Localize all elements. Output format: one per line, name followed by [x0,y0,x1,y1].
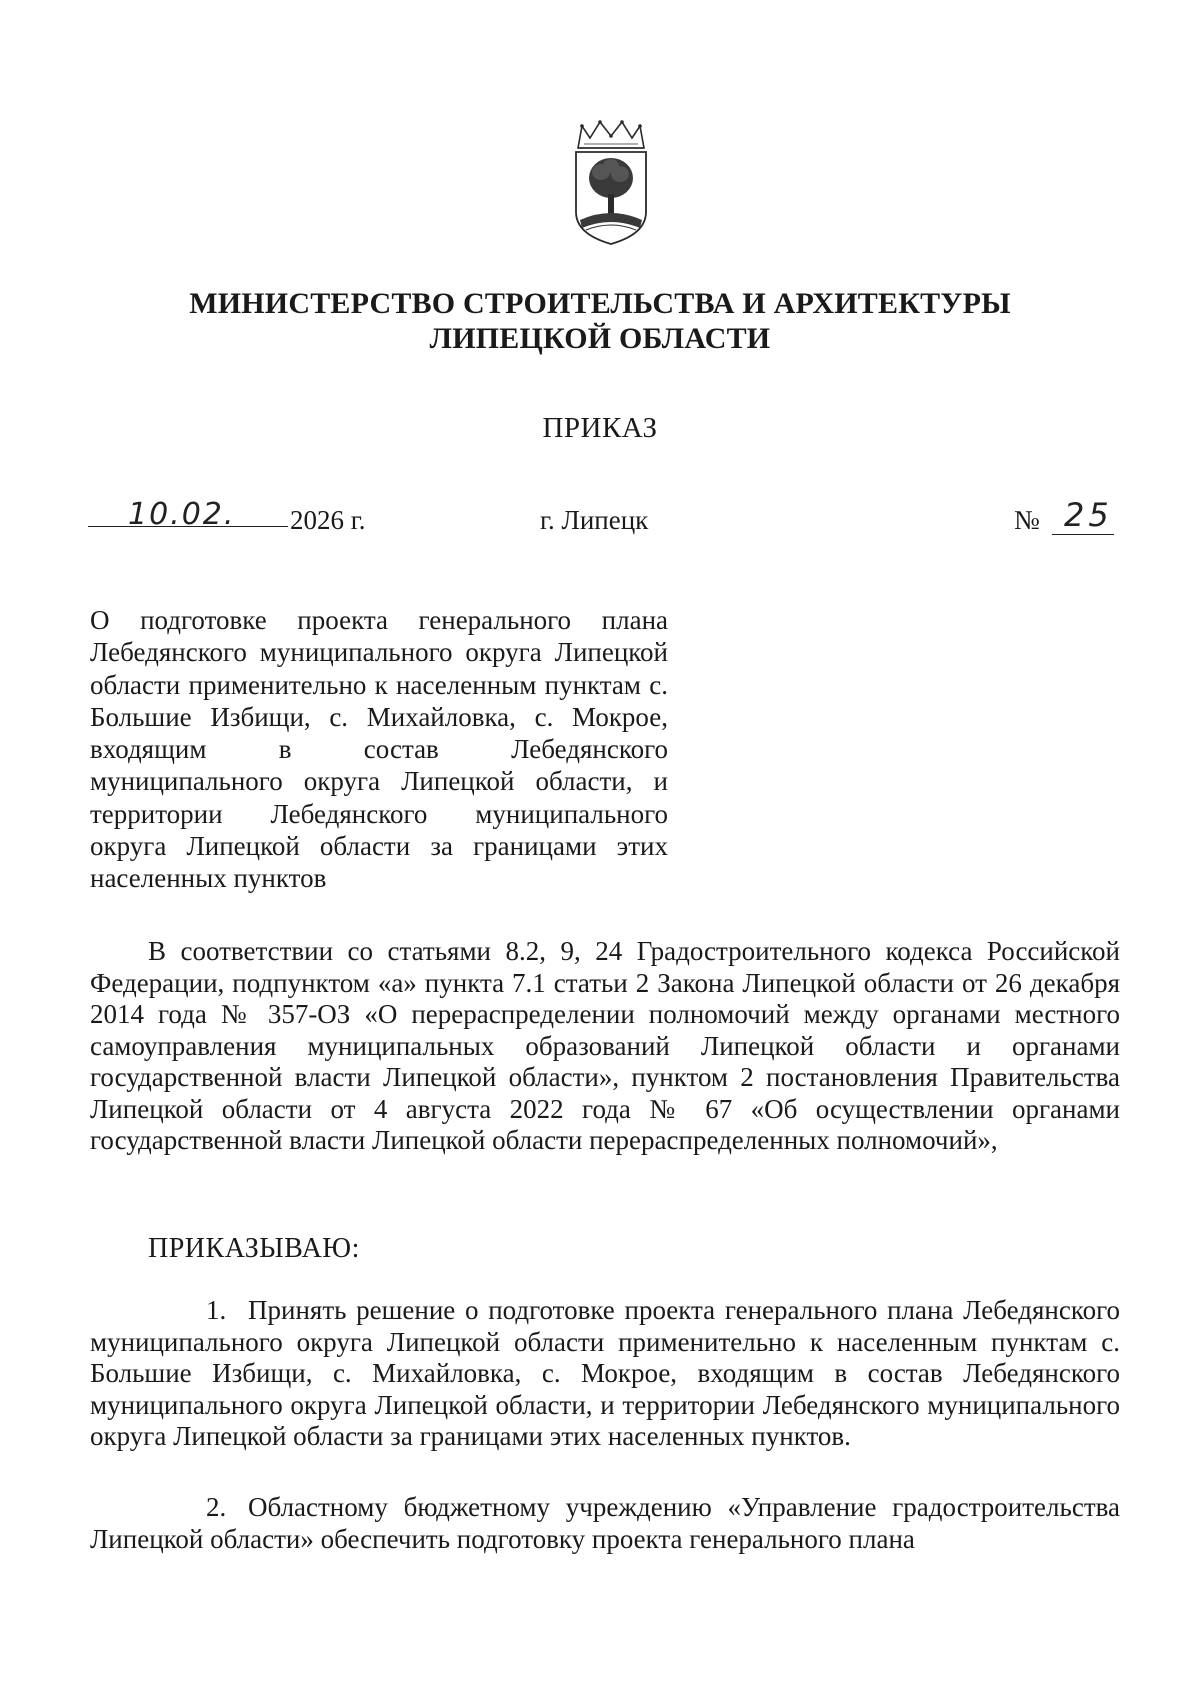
item-text: Принять решение о подготовке проекта генерального плана Лебедянского муниципального округа Липецкой области применительно к населенным пунктам с. Большие Избищи, с. Михайловка, с. Мокрое, входящим в состав Лебедянского муниципального округа Липецкой области, и территории Лебедянского муниципального округа Липецкой области за границами этих населенных пунктов. [90,1295,1120,1451]
order-item [90,1492,1120,1555]
handwritten-order-number: 25 [1064,496,1113,534]
order-subject: О подготовке проекта генерального плана Лебедянского муниципального округа Липецкой области применительно к населенным пунктам с. Большие Избищи, с. Михайловка, с. Мокрое, входящим в состав Лебедянского муниципального округа Липецкой области, и территории Лебедянского муниципального округа Липецкой области за границами этих населенных пунктов [90,605,668,894]
order-item [90,1295,1120,1453]
order-directive-word: ПРИКАЗЫВАЮ: [148,1233,360,1264]
order-city: г. Липецк [540,505,649,535]
preamble-paragraph: В соответствии со статьями 8.2, 9, 24 Градостроительного кодекса Российской Федерации, подпунктом «а» пункта 7.1 статьи 2 Закона Липецкой области от 26 декабря 2014 года № 357-ОЗ «О перераспределении полномочий между органами местного самоуправления муниципальных образований Липецкой области и органами государственной власти Липецкой области», пунктом 2 постановления Правительства Липецкой области от 4 августа 2022 года № 67 «Об осуществлении органами государственной власти Липецкой области перераспределенных полномочий», [90,936,1120,1155]
coat-of-arms-icon [568,120,654,246]
number-underline [1052,534,1114,535]
ministry-name-line2: ЛИПЕЦКОЙ ОБЛАСТИ [429,322,771,355]
order-number-sign: № [1014,505,1040,535]
item-number: 1. [206,1295,227,1325]
document-type-title: ПРИКАЗ [542,412,658,444]
item-number: 2. [206,1492,227,1522]
handwritten-date: 10.02. [128,497,236,532]
order-year: 2026 г. [290,505,366,535]
item-text: Областному бюджетному учреждению «Управление градостроительства Липецкой области» обеспечить подготовку проекта генерального плана [90,1492,1120,1554]
ministry-name-line1: МИНИСТЕРСТВО СТРОИТЕЛЬСТВА И АРХИТЕКТУРЫ [189,287,1011,320]
